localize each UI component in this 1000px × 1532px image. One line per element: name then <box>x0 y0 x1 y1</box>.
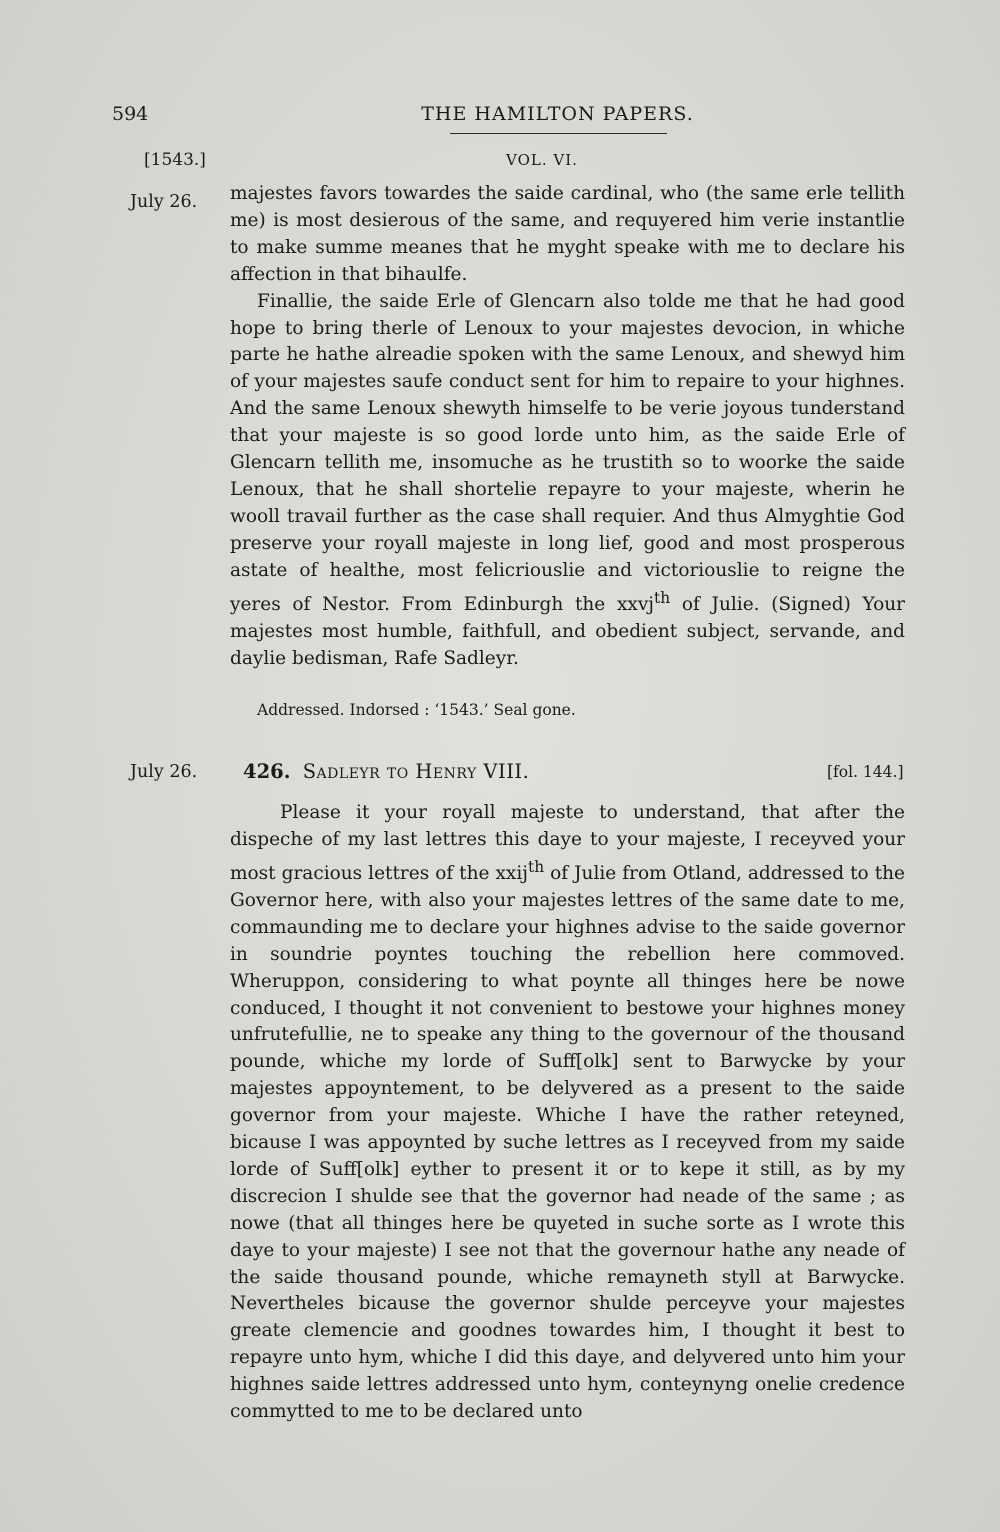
paragraph: majestes favors towardes the saide cardinal, who (the same erle tellith me) is most desierous of the same, and requyered him verie instantlie to make summe meanes that he myght speake with me to declare his affection in that bihaulfe. <box>230 183 905 285</box>
ordinal-superscript: th <box>654 588 671 607</box>
entry-heading <box>243 760 529 783</box>
paragraph <box>230 289 905 673</box>
title-rule <box>450 133 667 134</box>
endorsement-note: Addressed. Indorsed : ‘1543.’ Seal gone. <box>257 701 576 719</box>
ordinal-superscript: th <box>528 857 545 876</box>
volume-label: VOL. VI. <box>506 151 578 169</box>
folio-reference: [fol. 144.] <box>827 763 904 781</box>
paragraph-text: of Julie from Otland, addressed to the Governor here, with also your majestes lettres of the same date to me, commaunding me to declare your highnes advise to the saide governor in soundrie poyntes touching the rebellion here commoved. Wheruppon, considering to what poynte all thinges here be nowe conduced, I thought it not convenient to bestowe your highnes money unfrutefullie, ne to speake any thing to the governour of the thousand pounde, whiche my lorde of Suff[olk] sent to Barwycke by your majestes appoyntement, to be delyvered as a present to the saide governor from your majeste. Whiche I have the rather reteyned, bicause I was appoynted by suche lettres as I receyved from my saide lorde of Suff[olk] eyther to present it or to kepe it still, as by my discrecion I shulde see that the governor had neade of the same ; as nowe (that all thinges here be quyeted in suche sorte as I wrote this daye to your majeste) I see not that the governour hathe any neade of the saide thousand pounde, whiche remayneth styll at Barwycke. Nevertheles bicause the governor shulde perceyve your majestes greate clemencie and goodnes towardes him, I thought it best to repayre unto hym, whiche I did this daye, and delyvered unto him your highnes saide lettres addressed unto hym, conteynyng onelie credence commytted to me to be declared unto <box>230 862 905 1423</box>
paragraph-text: Finallie, the saide Erle of Glencarn also tolde me that he had good hope to bring therle of Lenoux to your majestes devocion, in whiche parte he hathe alreadie spoken with the same Lenoux, and shewyd him of your majestes saufe conduct sent for him to repaire to your highnes. And the same Lenoux shewyth himselfe to be verie joyous tunderstand that your majeste is so good lorde unto him, as the saide Erle of Glencarn tellith me, insomuche as he trustith so to woorke the saide Lenoux, that he shall shortelie repayre to your majeste, wherin he wooll travail further as the case shall requier. And thus Almyghtie God preserve your royall majeste in long lief, good and most prosperous astate of healthe, most felicriouslie and victoriouslie to reigne the yeres of Nestor. From Edinburgh the xxvj <box>230 290 905 615</box>
letter-continuation <box>230 181 905 672</box>
paragraph-text: Please it your royall majeste to understand, that after the dispeche of my last lettres this daye to your majeste, I receyved your most gracious lettres of the xxij <box>230 802 905 884</box>
running-title: THE HAMILTON PAPERS. <box>421 103 694 125</box>
margin-date: July 26. <box>130 762 198 782</box>
year-bracket: [1543.] <box>144 150 206 170</box>
entry-title: Sadleyr to Henry VIII. <box>302 760 530 783</box>
margin-date: July 26. <box>130 192 198 212</box>
entry-body <box>230 800 905 1426</box>
paragraph-text: of Julie. (Signed) Your majestes most humble, faithfull, and obedient subject, servande, and daylie bedisman, Rafe Sadleyr. <box>230 593 905 669</box>
paragraph <box>230 800 905 1426</box>
page-number: 594 <box>112 103 149 125</box>
entry-number: 426. <box>243 760 291 783</box>
